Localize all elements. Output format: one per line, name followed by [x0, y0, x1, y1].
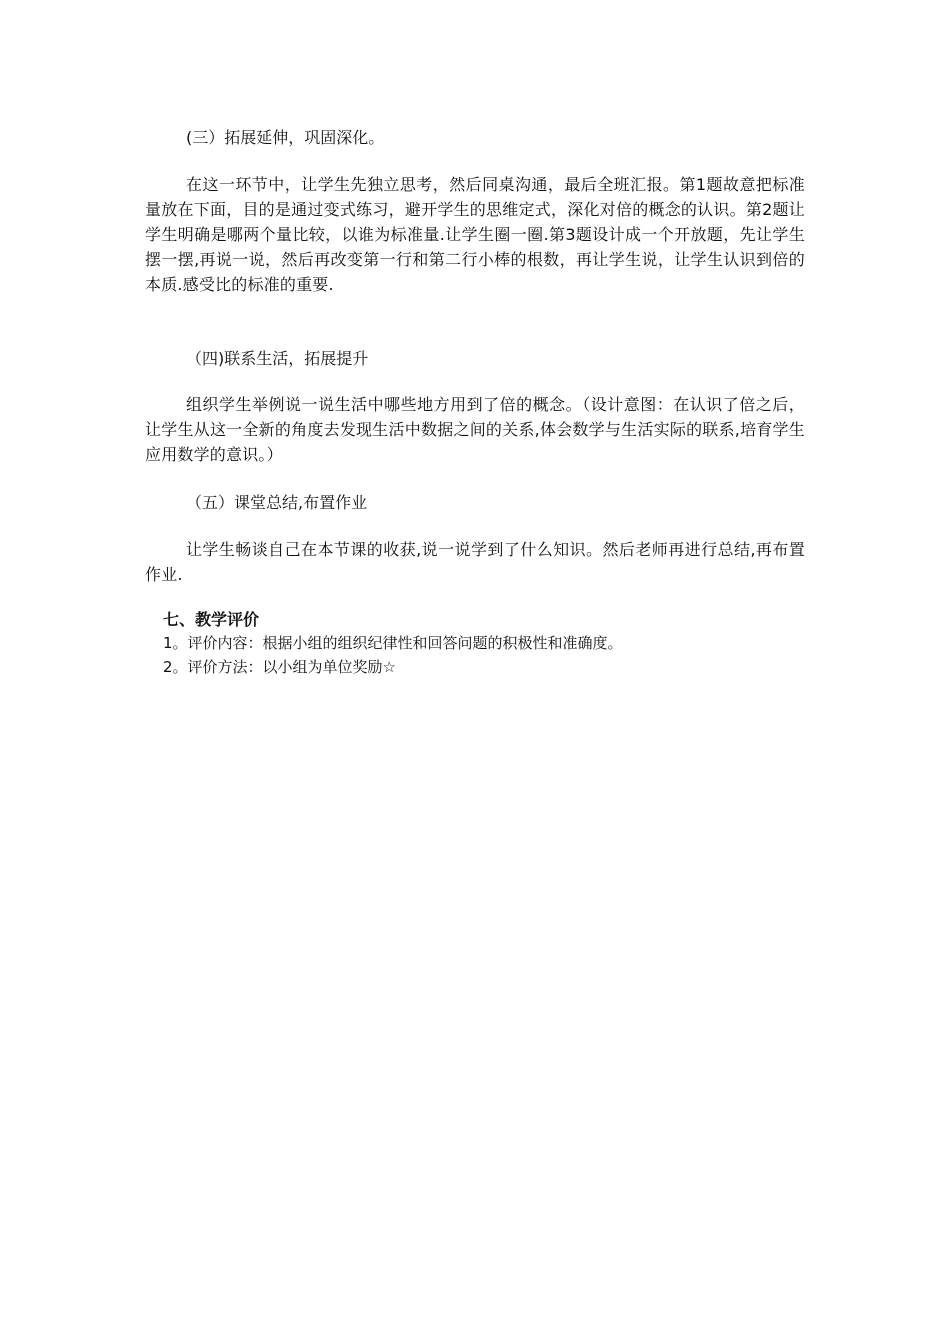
evaluation-item-content: 1。评价内容：根据小组的组织纪律性和回答问题的积极性和准确度。 — [163, 634, 623, 652]
section-3-body — [145, 172, 805, 297]
section-4-paragraph: 组织学生举例说一说生活中哪些地方用到了倍的概念。（设计意图：在认识了倍之后，让学生从这一全新的角度去发现生活中数据之间的关系,体会数学与生活实际的联系,培育学生应用数学的意识。） — [145, 395, 805, 464]
section-5-body — [145, 537, 805, 587]
section-5-heading: （五）课堂总结,布置作业 — [186, 493, 368, 512]
section-3-paragraph: 在这一环节中，让学生先独立思考，然后同桌沟通，最后全班汇报。第1题故意把标准量放在下面，目的是通过变式练习，避开学生的思维定式，深化对倍的概念的认识。第2题让学生明确是哪两个量比较，以谁为标准量.让学生圈一圈.第3题设计成一个开放题，先让学生摆一摆,再说一说，然后再改变第一行和第二行小棒的根数，再让学生说，让学生认识到倍的本质.感受比的标准的重要. — [145, 175, 805, 294]
evaluation-title: 七、教学评价 — [163, 610, 260, 629]
section-4-body — [145, 392, 805, 467]
section-5-paragraph: 让学生畅谈自己在本节课的收获,说一说学到了什么知识。然后老师再进行总结,再布置作业. — [145, 540, 805, 584]
evaluation-item-method: 2。评价方法：以小组为单位奖励☆ — [163, 658, 396, 676]
section-3-heading: (三）拓展延伸，巩固深化。 — [186, 128, 385, 147]
section-4-heading: （四)联系生活，拓展提升 — [186, 349, 369, 368]
